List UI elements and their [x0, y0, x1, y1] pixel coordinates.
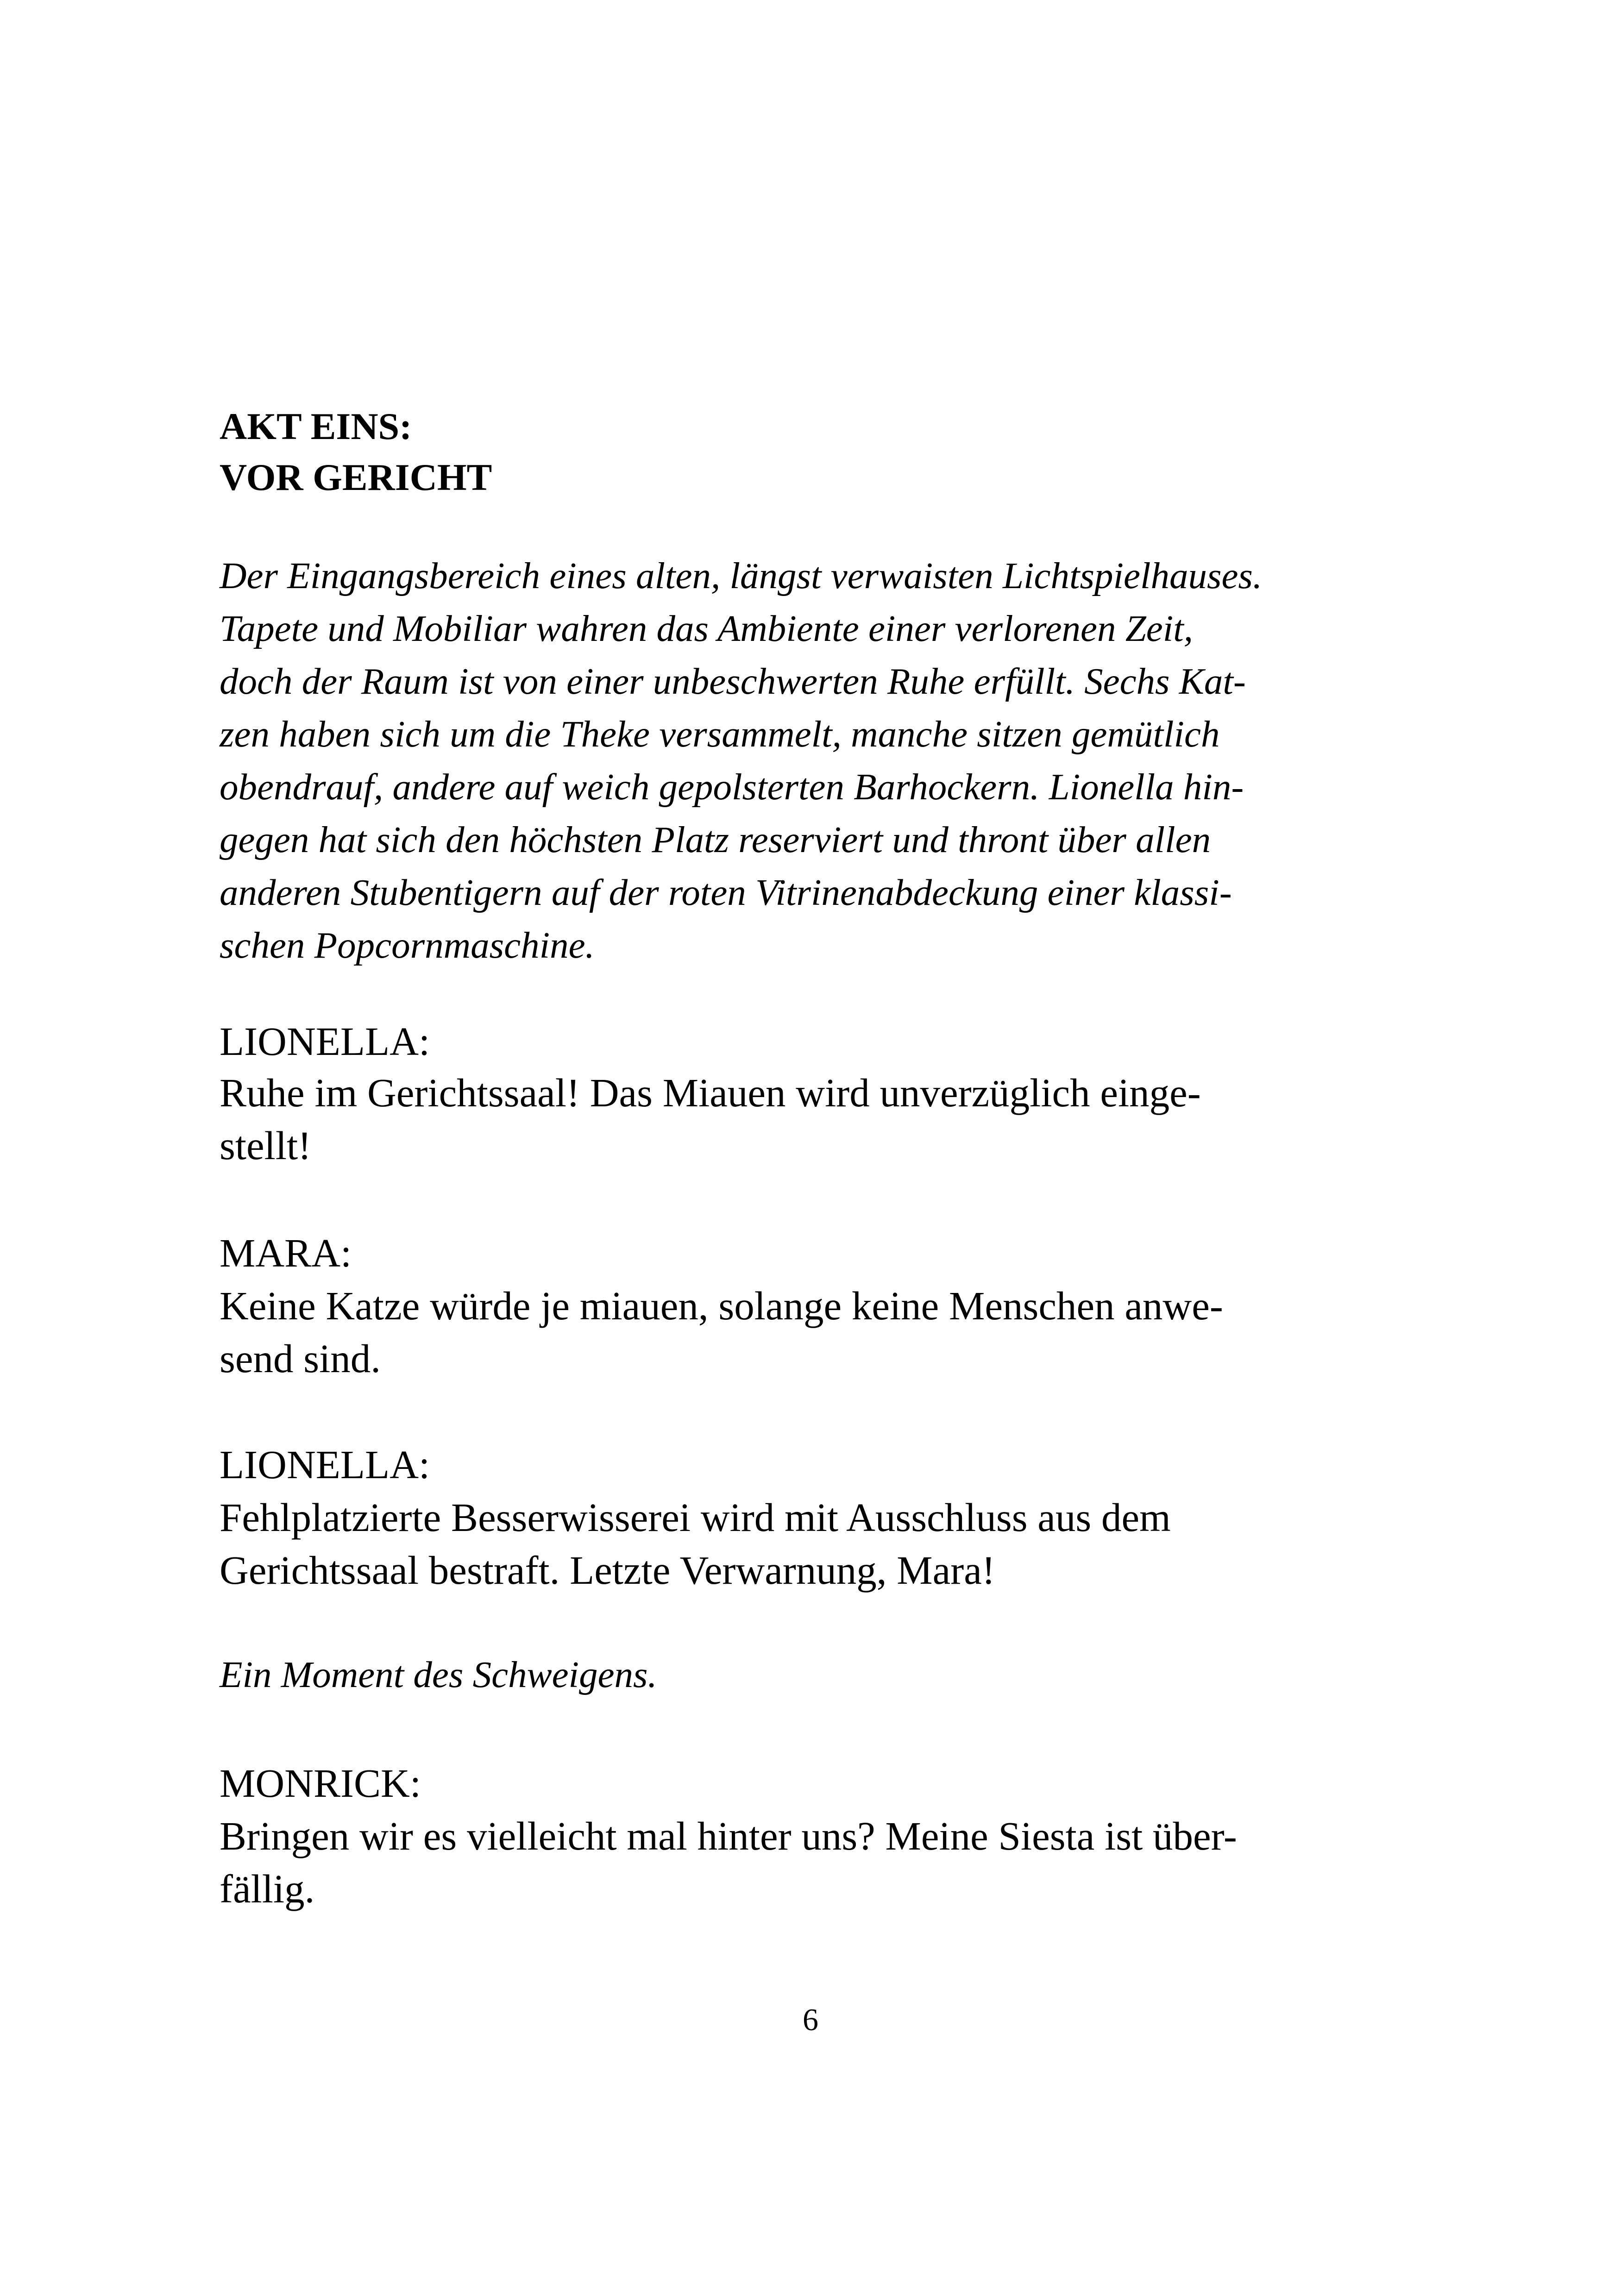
- dialogue-line: Ruhe im Gerichtssaal! Das Miauen wird unverzüglich einge-: [220, 1070, 1201, 1115]
- speaker-name: LIONELLA:: [220, 1442, 430, 1487]
- dialogue-line: Fehlplatzierte Besserwisserei wird mit Ausschluss aus dem: [220, 1495, 1171, 1540]
- stage-direction-line: obendrauf, andere auf weich gepolsterten Barhockern. Lionella hin-: [220, 766, 1244, 808]
- speaker-name: LIONELLA:: [220, 1019, 430, 1064]
- speaker-name: MARA:: [220, 1230, 352, 1275]
- dialogue-line: stellt!: [220, 1123, 312, 1168]
- stage-direction-line: Der Eingangsbereich eines alten, längst verwaisten Lichtspielhauses.: [220, 555, 1263, 596]
- scene-title: VOR GERICHT: [220, 456, 492, 498]
- dialogue-line: send sind.: [220, 1336, 381, 1381]
- dialogue-line: fällig.: [220, 1866, 315, 1911]
- stage-direction-line: schen Popcornmaschine.: [220, 924, 595, 966]
- stage-direction-line: Tapete und Mobiliar wahren das Ambiente einer verlorenen Zeit,: [220, 608, 1194, 649]
- dialogue-line: Bringen wir es vielleicht mal hinter uns? Meine Siesta ist über-: [220, 1813, 1237, 1858]
- stage-direction-line: zen haben sich um die Theke versammelt, manche sitzen gemütlich: [220, 713, 1220, 755]
- dialogue-line: Keine Katze würde je miauen, solange keine Menschen anwe-: [220, 1283, 1223, 1328]
- speaker-name: MONRICK:: [220, 1761, 421, 1806]
- stage-direction-line: doch der Raum ist von einer unbeschwerten Ruhe erfüllt. Sechs Kat-: [220, 660, 1246, 702]
- act-heading: AKT EINS:: [220, 405, 412, 447]
- stage-direction-line: gegen hat sich den höchsten Platz reserviert und thront über allen: [220, 819, 1211, 860]
- dialogue-line: Gerichtssaal bestraft. Letzte Verwarnung, Mara!: [220, 1548, 995, 1593]
- stage-direction-line: anderen Stubentigern auf der roten Vitrinenabdeckung einer klassi-: [220, 872, 1232, 913]
- stage-direction-line: Ein Moment des Schweigens.: [220, 1654, 657, 1695]
- page-number: 6: [803, 2002, 818, 2037]
